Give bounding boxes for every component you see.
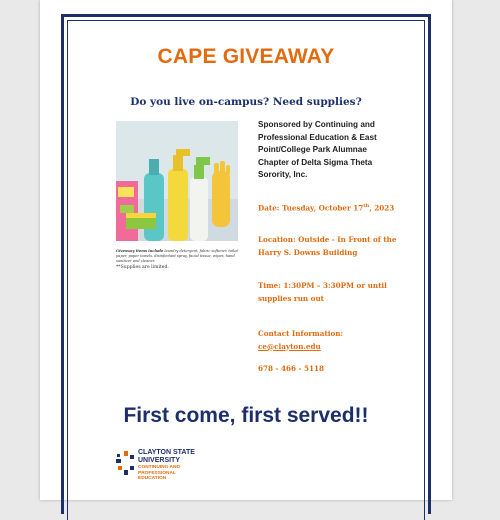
event-location: Location: Outside - In Front of the Harry S. Downs Building <box>258 235 397 257</box>
headline: First come, first served!! <box>123 404 369 427</box>
caption-items: laundry detergent, fabric softener, toilet paper, paper towels, disinfectant spray, facial tissue, wipes, hand sanitizer and cleaner. <box>116 249 238 263</box>
photo-caption <box>116 249 246 270</box>
flyer-title: CAPE GIVEAWAY <box>157 45 335 68</box>
caption-lead: Giveaway items include <box>116 249 164 253</box>
flyer-question: Do you live on-campus? Need supplies? <box>130 96 362 108</box>
details-column <box>258 119 398 373</box>
event-date-year: , 2023 <box>369 203 395 213</box>
logo-line5: EDUCATION <box>138 476 167 482</box>
contact-block <box>258 328 398 353</box>
contact-email-link[interactable]: ce@clayton.edu <box>258 341 321 351</box>
page-border-inner <box>67 20 425 520</box>
logo-line2: UNIVERSITY <box>138 456 181 464</box>
event-date-ordinal: th <box>363 203 370 209</box>
contact-phone: 678 - 466 - 5118 <box>258 364 324 373</box>
university-logo <box>116 449 256 489</box>
logo-line3: CONTINUING AND <box>138 465 180 470</box>
caption-note: **Supplies are limited. <box>116 265 169 270</box>
logo-mark-icon <box>116 451 136 475</box>
sponsor-text: Sponsored by Continuing and Professional Education & East Point/College Park Alumnae Chapter of Delta Sigma Theta Sorority, Inc. <box>258 120 377 179</box>
logo-line1: CLAYTON STATE <box>138 449 195 456</box>
logo-line4: PROFESSIONAL <box>138 470 176 476</box>
event-time: Time: 1:30PM – 3:30PM or until supplies run out <box>258 281 387 303</box>
event-date-main: Date: Tuesday, October 17 <box>258 203 364 213</box>
logo-text <box>138 449 195 482</box>
cleaning-supplies-photo <box>116 121 238 241</box>
event-date <box>258 200 398 215</box>
cleaning-supplies-illustration <box>116 121 238 241</box>
contact-label: Contact Information: <box>258 329 344 338</box>
